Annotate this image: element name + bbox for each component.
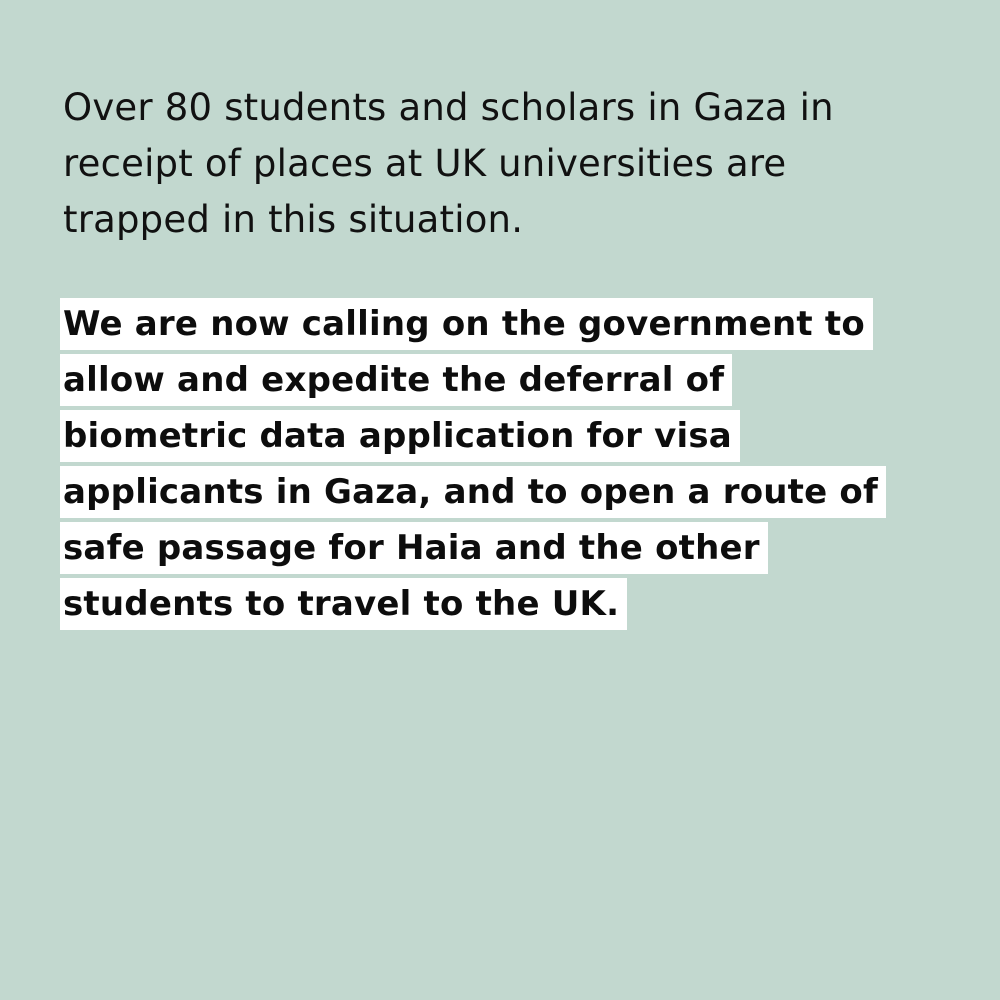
intro-line: receipt of places at UK universities are [63, 142, 787, 185]
callout-row [60, 354, 960, 410]
callout-row [60, 466, 960, 522]
intro-paragraph [63, 80, 963, 248]
callout-line: safe passage for Haia and the other [60, 522, 768, 574]
callout-line: biometric data application for visa [60, 410, 740, 462]
callout-row [60, 298, 960, 354]
highlighted-call-to-action [60, 298, 960, 634]
callout-line: We are now calling on the government to [60, 298, 873, 350]
callout-row [60, 578, 960, 634]
callout-row [60, 410, 960, 466]
callout-line: students to travel to the UK. [60, 578, 627, 630]
intro-line: trapped in this situation. [63, 198, 524, 241]
intro-line: Over 80 students and scholars in Gaza in [63, 86, 834, 129]
callout-line: allow and expedite the deferral of [60, 354, 732, 406]
callout-line: applicants in Gaza, and to open a route of [60, 466, 886, 518]
callout-row [60, 522, 960, 578]
